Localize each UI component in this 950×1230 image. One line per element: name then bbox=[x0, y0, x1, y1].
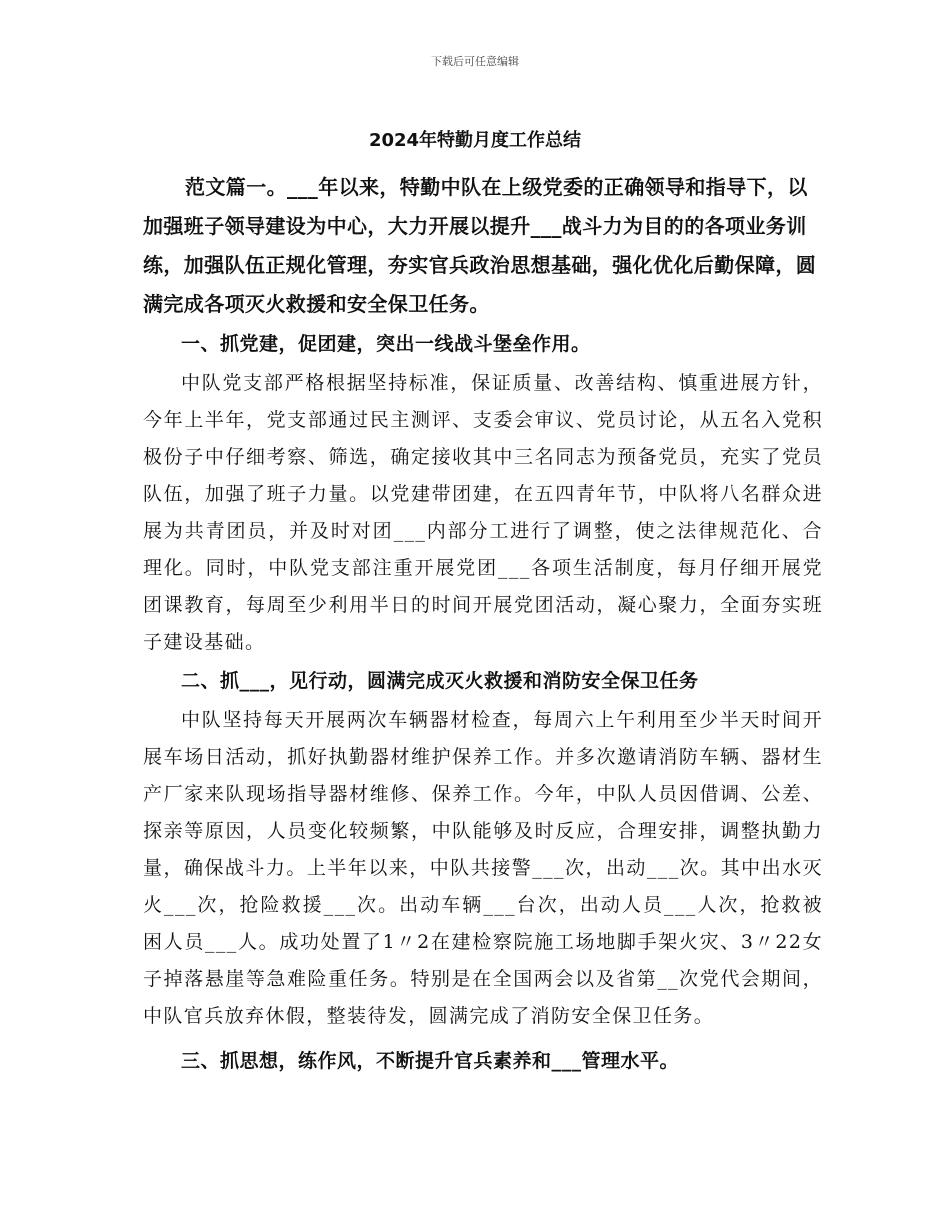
header-note: 下载后可任意编辑 bbox=[431, 55, 519, 68]
section-2-body: 中队坚持每天开展两次车辆器材检查，每周六上午利用至少半天时间开展车场日活动，抓好执勤器材维护保养工作。并多次邀请消防车辆、器材生产厂家来队现场指导器材维修、保养工作。今年，中队人员因借调、公差、探亲等原因，人员变化较频繁，中队能够及时反应，合理安排，调整执勤力量，确保战斗力。上半年以来，中队共接警___次，出动___次。其中出水灭火___次，抢险救援___次。出动车辆___台次，出动人员___人次，抢救被困人员___人。成功处置了1〃2在建检察院施工场地脚手架火灾、3〃22女子掉落悬崖等急难险重任务。特别是在全国两会以及省第__次党代会期间，中队官兵放弃休假，整装待发，圆满完成了消防安全保卫任务。 bbox=[143, 709, 823, 1027]
section-2-heading: 二、抓___，见行动，圆满完成灭火救援和消防安全保卫任务 bbox=[181, 670, 699, 692]
document-title: 2024年特勤月度工作总结 bbox=[368, 130, 582, 151]
document-body bbox=[143, 168, 823, 1082]
section-1-body: 中队党支部严格根据坚持标准，保证质量、改善结构、慎重进展方针，今年上半年，党支部通过民主测评、支委会审议、党员讨论，从五名入党积极份子中仔细考察、筛选，确定接收其中三名同志为预备党员，充实了党员队伍，加强了班子力量。以党建带团建，在五四青年节，中队将八名群众进展为共青团员，并及时对团___内部分工进行了调整，使之法律规范化、合理化。同时，中队党支部注重开展党团___各项生活制度，每月仔细开展党团课教育，每周至少利用半日的时间开展党团活动，凝心聚力，全面夯实班子建设基础。 bbox=[143, 372, 823, 653]
section-1-heading: 一、抓党建，促团建，突出一线战斗堡垒作用。 bbox=[181, 333, 591, 355]
section-3-heading: 三、抓思想，练作风，不断提升官兵素养和___管理水平。 bbox=[181, 1050, 680, 1072]
intro-paragraph: 范文篇一。___年以来，特勤中队在上级党委的正确领导和指导下，以加强班子领导建设为中心，大力开展以提升___战斗力为目的的各项业务训练，加强队伍正规化管理，夯实官兵政治思想基础，强化优化后勤保障，圆满完成各项灭火救援和安全保卫任务。 bbox=[143, 175, 817, 316]
